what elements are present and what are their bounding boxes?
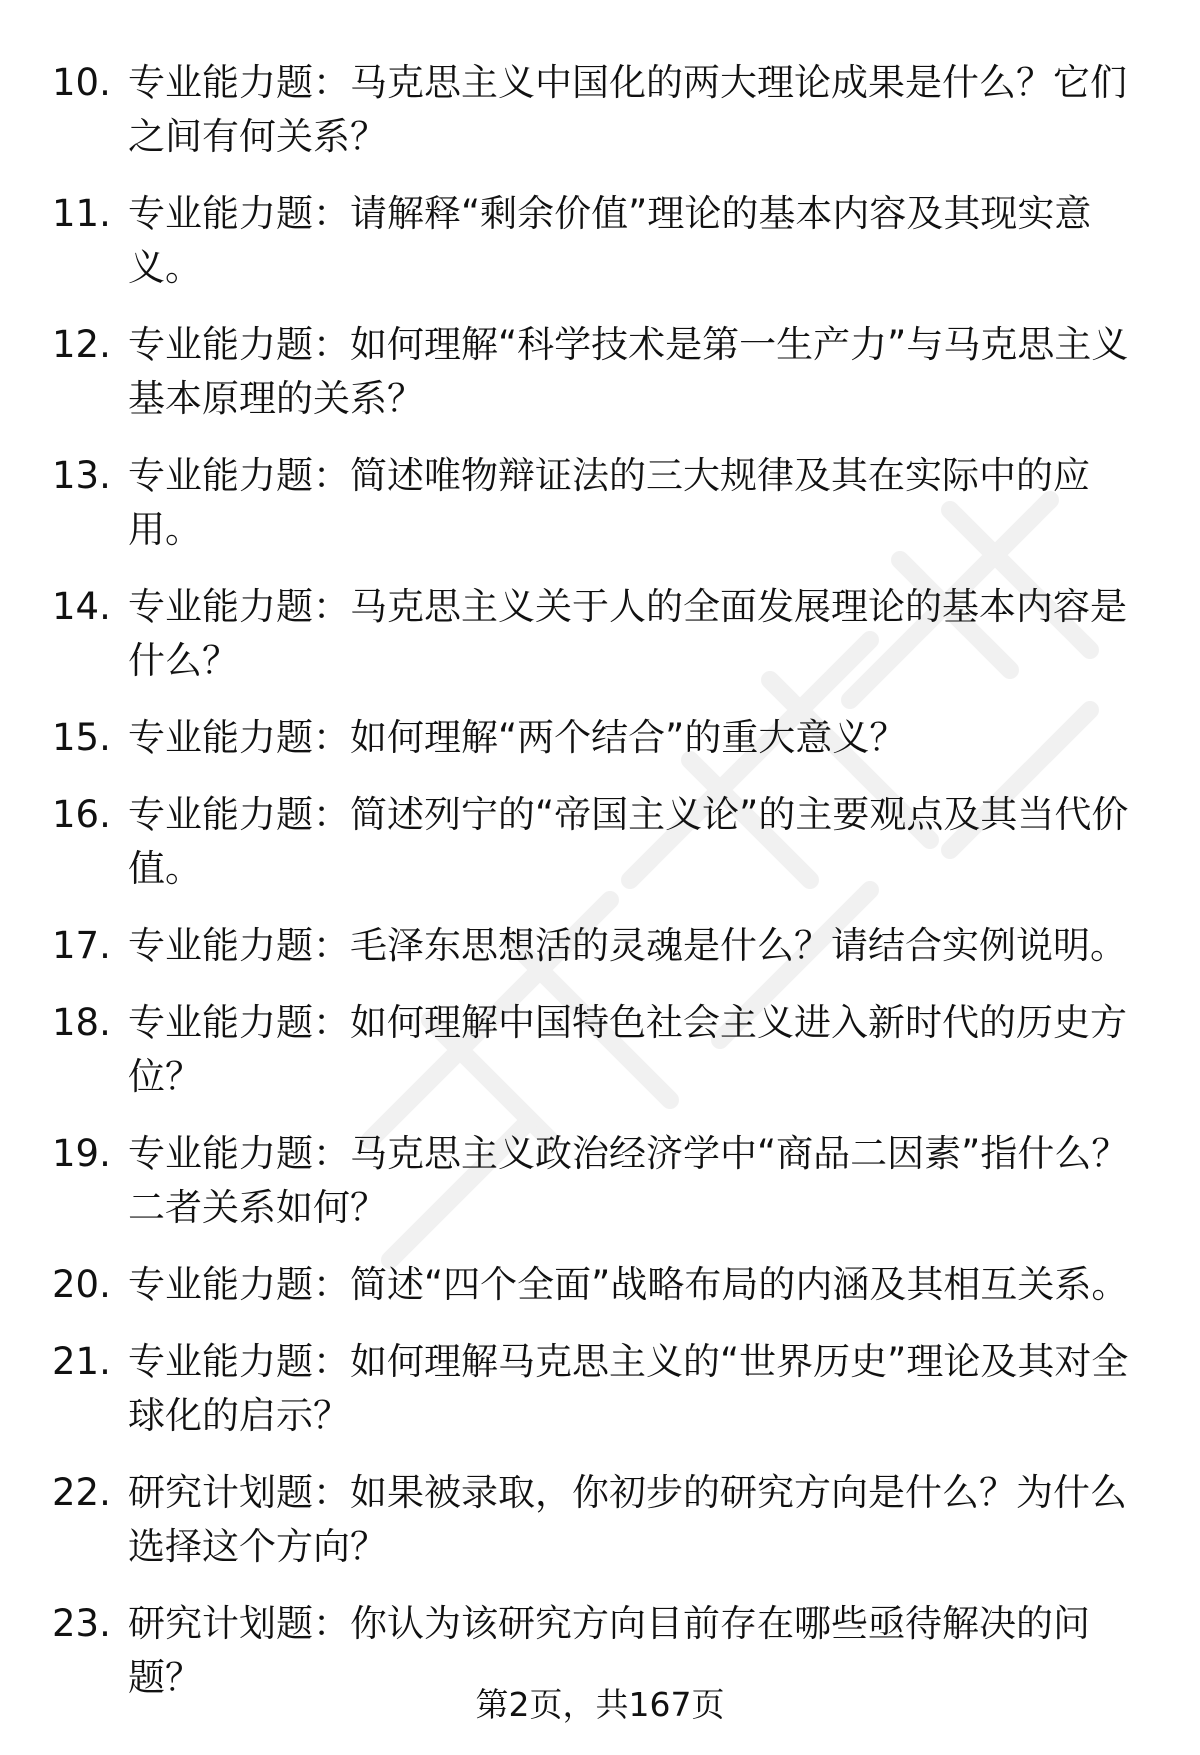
question-text: 专业能力题：如何理解马克思主义的“世界历史”理论及其对全球化的启示？ (128, 1340, 1129, 1437)
question-item (52, 318, 1152, 426)
question-number: 21. (52, 1340, 111, 1383)
question-text: 专业能力题：请解释“剩余价值”理论的基本内容及其现实意义。 (128, 192, 1092, 289)
question-number: 18. (52, 1001, 111, 1044)
question-number: 19. (52, 1132, 111, 1175)
question-list (52, 56, 1152, 1728)
question-number: 16. (52, 793, 111, 836)
question-number: 22. (52, 1471, 111, 1514)
question-text: 研究计划题：你认为该研究方向目前存在哪些亟待解决的问题？ (128, 1602, 1090, 1699)
question-text: 专业能力题：如何理解“两个结合”的重大意义？ (128, 716, 907, 759)
question-number: 15. (52, 716, 111, 759)
question-number: 14. (52, 585, 111, 628)
question-number: 20. (52, 1263, 111, 1306)
question-text: 专业能力题：简述唯物辩证法的三大规律及其在实际中的应用。 (128, 454, 1090, 551)
question-item (52, 711, 1152, 765)
question-text: 专业能力题：马克思主义关于人的全面发展理论的基本内容是什么？ (128, 585, 1127, 682)
question-item (52, 449, 1152, 557)
question-number: 10. (52, 61, 111, 104)
question-number: 11. (52, 192, 111, 235)
page-footer: 第2页，共167页 (475, 1685, 725, 1724)
question-text: 专业能力题：简述列宁的“帝国主义论”的主要观点及其当代价值。 (128, 793, 1129, 890)
question-item (52, 996, 1152, 1104)
question-item (52, 1466, 1152, 1574)
question-item (52, 56, 1152, 164)
question-item (52, 788, 1152, 896)
question-text: 专业能力题：如何理解“科学技术是第一生产力”与马克思主义基本原理的关系？ (128, 323, 1129, 420)
question-text: 专业能力题：毛泽东思想活的灵魂是什么？请结合实例说明。 (128, 924, 1127, 967)
question-text: 专业能力题：简述“四个全面”战略布局的内涵及其相互关系。 (128, 1263, 1129, 1306)
question-text: 专业能力题：如何理解中国特色社会主义进入新时代的历史方位？ (128, 1001, 1127, 1098)
question-item (52, 580, 1152, 688)
question-text: 专业能力题：马克思主义中国化的两大理论成果是什么？它们之间有何关系？ (128, 61, 1127, 158)
question-number: 23. (52, 1602, 111, 1645)
question-number: 12. (52, 323, 111, 366)
question-item (52, 1335, 1152, 1443)
question-text: 专业能力题：马克思主义政治经济学中“商品二因素”指什么？二者关系如何？ (128, 1132, 1129, 1229)
question-number: 17. (52, 924, 111, 967)
question-item (52, 1127, 1152, 1235)
question-text: 研究计划题：如果被录取，你初步的研究方向是什么？为什么选择这个方向？ (128, 1471, 1127, 1568)
question-item (52, 1258, 1152, 1312)
question-item (52, 919, 1152, 973)
question-item (52, 187, 1152, 295)
question-number: 13. (52, 454, 111, 497)
